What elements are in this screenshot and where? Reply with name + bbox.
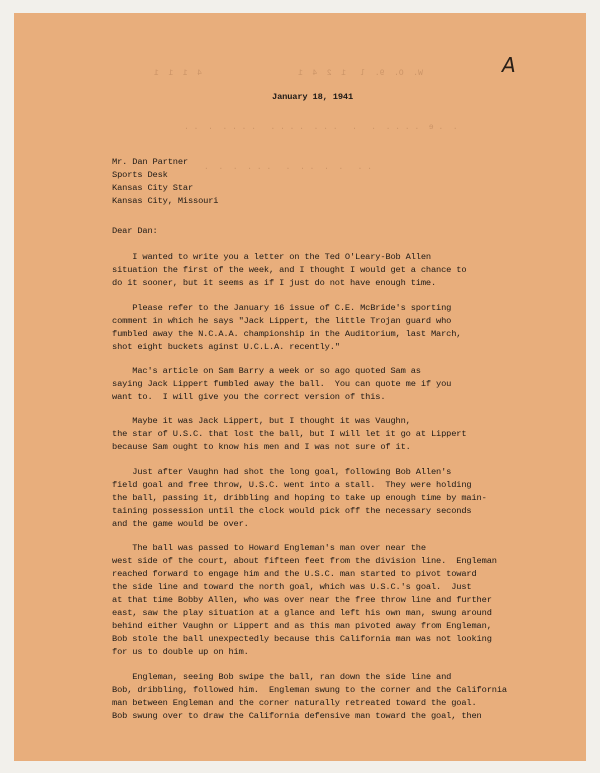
recipient-department: Sports Desk bbox=[112, 170, 168, 180]
body-line: Mac's article on Sam Barry a week or so ago quoted Sam as bbox=[112, 366, 421, 376]
letter-date: January 18, 1941 bbox=[272, 92, 354, 102]
letter-page bbox=[14, 13, 586, 761]
body-line: Bob stole the ball unexpectedly because this California man was not looking bbox=[112, 634, 492, 644]
recipient-organization: Kansas City Star bbox=[112, 183, 194, 193]
body-line: at that time Bobby Allen, who was over near the free throw line and further bbox=[112, 595, 492, 605]
body-line: the ball, passing it, dribbling and hoping to take up enough time by main- bbox=[112, 493, 487, 503]
body-line: want to. I will give you the correct version of this. bbox=[112, 392, 386, 402]
body-line: field goal and free throw, U.S.C. went into a stall. They were holding bbox=[112, 480, 472, 490]
body-line: taining possession until the clock would pick off the necessary seconds bbox=[112, 506, 472, 516]
body-line: man between Engleman and the corner naturally retreated toward the goal. bbox=[112, 698, 477, 708]
body-line: situation the first of the week, and I thought I would get a chance to bbox=[112, 265, 467, 275]
body-line: the star of U.S.C. that lost the ball, but I will let it go at Lippert bbox=[112, 429, 467, 439]
show-through-text: . . . . . . . . . . . . . bbox=[204, 163, 373, 172]
salutation: Dear Dan: bbox=[112, 226, 158, 236]
body-line: fumbled away the N.C.A.A. championship in the Auditorium, last March, bbox=[112, 329, 462, 339]
body-line: shot eight buckets aginst U.C.L.A. recently." bbox=[112, 342, 340, 352]
handwritten-mark: A bbox=[502, 53, 516, 77]
recipient-city: Kansas City, Missouri bbox=[112, 196, 219, 206]
show-through-text: W. O. 9. l 1 2 4 1 4 1 1 1 bbox=[154, 69, 423, 78]
body-line: comment in which he says "Jack Lippert, the little Trojan guard who bbox=[112, 316, 452, 326]
body-line: because Sam ought to know his men and I was not sure of it. bbox=[112, 442, 411, 452]
body-line: for us to double up on him. bbox=[112, 647, 249, 657]
body-line: do it sooner, but it seems as if I just do not have enough time. bbox=[112, 278, 437, 288]
body-line: Engleman, seeing Bob swipe the ball, ran down the side line and bbox=[112, 672, 452, 682]
body-line: east, saw the play situation at a glance and left his own man, swung around bbox=[112, 608, 492, 618]
body-line: Just after Vaughn had shot the long goal, following Bob Allen's bbox=[112, 467, 452, 477]
recipient-name: Mr. Dan Partner bbox=[112, 157, 188, 167]
body-line: Bob swung over to draw the California defensive man toward the goal, then bbox=[112, 711, 482, 721]
body-line: and the game would be over. bbox=[112, 519, 249, 529]
body-line: The ball was passed to Howard Engleman's man over near the bbox=[112, 543, 426, 553]
body-line: the side line and toward the north goal, which was U.S.C.'s goal. Just bbox=[112, 582, 472, 592]
body-line: behind either Vaughn or Lippert and as this man pivoted away from Engleman, bbox=[112, 621, 492, 631]
body-line: Bob, dribbling, followed him. Engleman swung to the corner and the California bbox=[112, 685, 507, 695]
body-line: Please refer to the January 16 issue of C.E. McBride's sporting bbox=[112, 303, 452, 313]
body-line: west side of the court, about fifteen feet from the division line. Engleman bbox=[112, 556, 497, 566]
body-line: Maybe it was Jack Lippert, but I thought it was Vaughn, bbox=[112, 416, 411, 426]
body-line: reached forward to engage him and the U.S.C. man started to pivot toward bbox=[112, 569, 477, 579]
body-line: saying Jack Lippert fumbled away the ball. You can quote me if you bbox=[112, 379, 452, 389]
body-line: I wanted to write you a letter on the Ted O'Leary-Bob Allen bbox=[112, 252, 431, 262]
show-through-text: . . e . . . . . . . . . . . . . . . . . . . . bbox=[184, 123, 458, 132]
